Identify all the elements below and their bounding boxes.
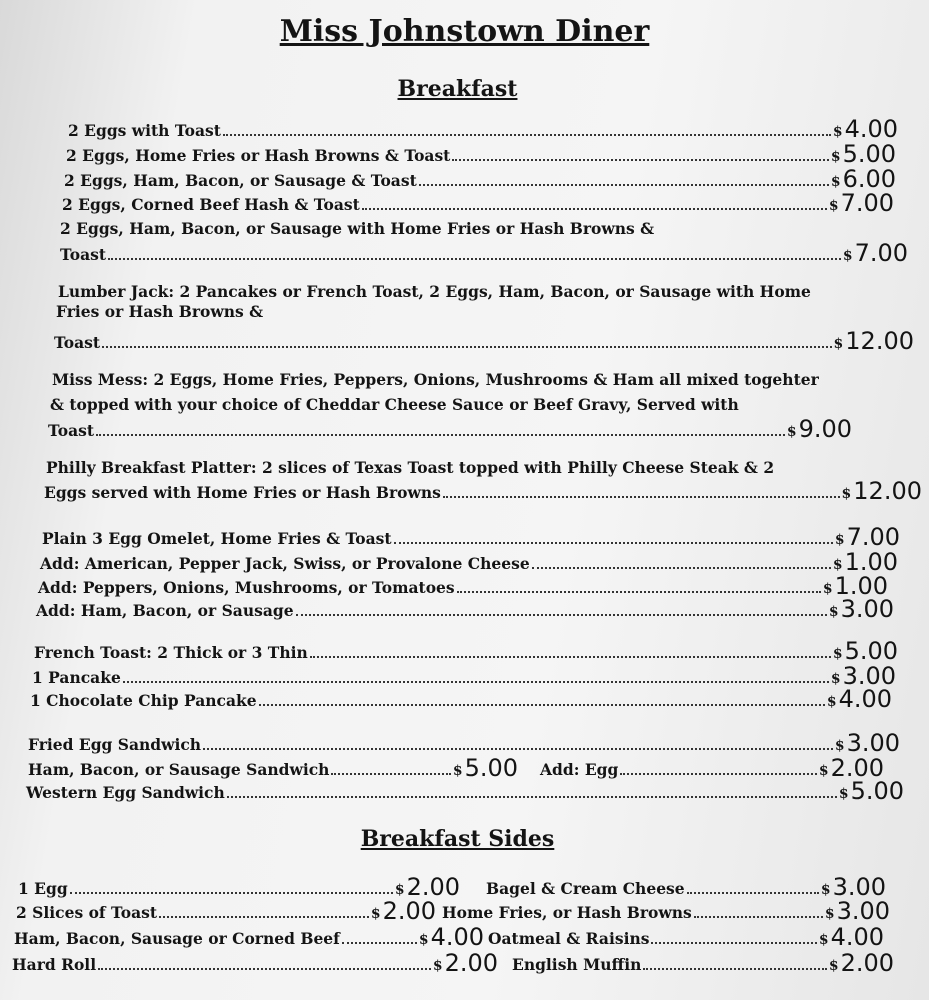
price: $ 2.00 [370,897,436,925]
price: $ 7.00 [834,523,900,551]
price: $ 4.00 [818,923,884,951]
side-item: Home Fries, or Hash Browns $ 3.00 [442,897,890,925]
menu-item: 1 Chocolate Chip Pancake $ 4.00 [30,685,892,713]
price: $ 4.00 [832,115,898,143]
menu-item: Add: American, Pepper Jack, Swiss, or Provalone Cheese $ 1.00 [40,548,898,576]
price: $ 1.00 [822,572,888,600]
price: $ 5.00 [838,777,904,805]
menu-item-desc: & topped with your choice of Cheddar Cheese Sauce or Beef Gravy, Served with [50,395,739,414]
price: $ 4.00 [418,923,484,951]
price: $ 2.00 [828,949,894,977]
menu-item: Toast $ 12.00 [54,327,914,355]
menu-item-desc: Philly Breakfast Platter: 2 slices of Texas Toast topped with Philly Cheese Steak & 2 [46,458,775,477]
menu-item: 2 Eggs, Ham, Bacon, or Sausage & Toast $ 6.00 [64,165,896,193]
price: $ 2.00 [432,949,498,977]
price: $ 5.00 [830,140,896,168]
menu-item-desc: Fries or Hash Browns & [56,302,264,321]
menu-item: Add: Peppers, Onions, Mushrooms, or Tomatoes $ 1.00 [38,572,888,600]
price: $ 3.00 [828,595,894,623]
price: $ 1.00 [832,548,898,576]
menu-item: 2 Eggs with Toast $ 4.00 [68,115,898,143]
price: $ 12.00 [833,327,914,355]
breakfast-heading: Breakfast [397,76,518,102]
menu-item-desc: Miss Mess: 2 Eggs, Home Fries, Peppers, Onions, Mushrooms & Ham all mixed togehter [52,370,819,389]
price: $ 5.00 [832,637,898,665]
price: $ 3.00 [830,662,896,690]
price: $ 3.00 [820,873,886,901]
price: $ 4.00 [826,685,892,713]
price: $ 3.00 [834,729,900,757]
menu-item: Fried Egg Sandwich $ 3.00 [28,729,900,757]
menu-item: Eggs served with Home Fries or Hash Browns $ 12.00 [44,477,922,505]
price: $ 12.00 [841,477,922,505]
menu-item: Toast $ 9.00 [48,415,852,443]
menu-item-desc: 2 Eggs, Ham, Bacon, or Sausage with Home Fries or Hash Browns & [60,219,655,238]
side-item: Oatmeal & Raisins $ 4.00 [488,923,884,951]
menu-item: 2 Eggs, Corned Beef Hash & Toast $ 7.00 [62,189,894,217]
side-item: English Muffin $ 2.00 [512,949,894,977]
price: $ 9.00 [786,415,852,443]
price: $ 3.00 [824,897,890,925]
menu-item: 2 Eggs, Home Fries or Hash Browns & Toast $ 5.00 [66,140,896,168]
menu-item: Add: Egg $ 2.00 [540,754,884,782]
side-item: 1 Egg $ 2.00 [18,873,460,901]
price: $ 5.00 [452,754,518,782]
menu-item: Plain 3 Egg Omelet, Home Fries & Toast $ 7.00 [42,523,900,551]
price: $ 7.00 [828,189,894,217]
menu-item: Toast $ 7.00 [60,239,908,267]
side-item: 2 Slices of Toast $ 2.00 [16,897,436,925]
menu-item: French Toast: 2 Thick or 3 Thin $ 5.00 [34,637,898,665]
price: $ 2.00 [818,754,884,782]
price: $ 2.00 [394,873,460,901]
menu-item: 1 Pancake $ 3.00 [32,662,896,690]
menu-item: Western Egg Sandwich $ 5.00 [26,777,904,805]
side-item: Hard Roll $ 2.00 [12,949,498,977]
side-item: Ham, Bacon, Sausage or Corned Beef $ 4.00 [14,923,484,951]
menu-item-desc: Lumber Jack: 2 Pancakes or French Toast, 2 Eggs, Ham, Bacon, or Sausage with Home [58,282,811,301]
price: $ 7.00 [842,239,908,267]
side-item: Bagel & Cream Cheese $ 3.00 [486,873,886,901]
menu-item: Ham, Bacon, or Sausage Sandwich $ 5.00 [28,754,518,782]
breakfast-sides-heading: Breakfast Sides [360,826,555,852]
price: $ 6.00 [830,165,896,193]
menu-item: Add: Ham, Bacon, or Sausage $ 3.00 [36,595,894,623]
diner-title: Miss Johnstown Diner [279,14,650,49]
